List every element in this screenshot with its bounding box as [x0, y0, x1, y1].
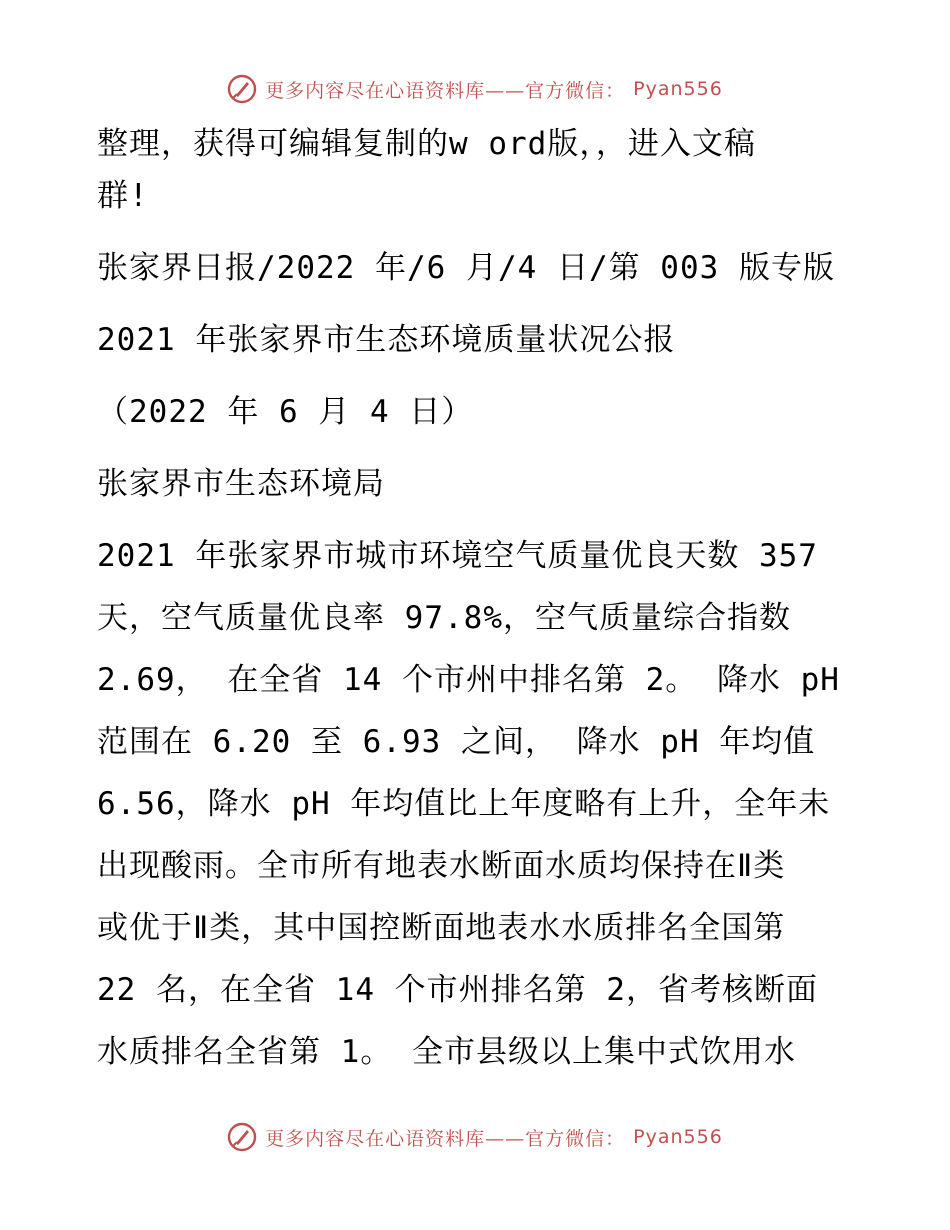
- text-line: 或优于Ⅱ类，其中国控断面地表水水质排名全国第: [97, 910, 786, 946]
- text-line: 2021 年张家界市生态环境质量状况公报: [97, 322, 676, 358]
- feather-pen-icon: [227, 1122, 257, 1152]
- text-line: 整理，获得可编辑复制的w ord版，，进入文稿: [97, 126, 756, 162]
- text-line: 出现酸雨。全市所有地表水断面水质均保持在Ⅱ类: [97, 848, 786, 884]
- text-line: 范围在 6.20 至 6.93 之间， 降水 pH 年均值: [97, 724, 816, 760]
- feather-pen-icon: [227, 74, 257, 104]
- text-line: 张家界日报/2022 年/6 月/4 日/第 003 版专版: [97, 250, 835, 286]
- watermark-wechat-id: Pyan556: [633, 1126, 723, 1148]
- watermark-wechat-id: Pyan556: [633, 78, 723, 100]
- watermark-banner-bottom: [0, 1122, 950, 1152]
- text-line: 天，空气质量优良率 97.8%，空气质量综合指数: [97, 600, 791, 636]
- text-line: （2022 年 6 月 4 日）: [97, 394, 474, 430]
- watermark-text: 更多内容尽在心语资料库——官方微信：: [265, 1127, 626, 1150]
- document-body: [97, 118, 857, 1078]
- text-line: 2.69， 在全省 14 个市州中排名第 2。 降水 pH: [97, 662, 840, 698]
- text-line: 22 名，在全省 14 个市州排名第 2，省考核断面: [97, 972, 818, 1008]
- text-line: 6.56，降水 pH 年均值比上年度略有上升，全年未: [97, 786, 831, 822]
- text-line: 群!: [97, 178, 149, 214]
- text-line: 张家界市生态环境局: [97, 466, 385, 502]
- text-line: 2021 年张家界市城市环境空气质量优良天数 357: [97, 538, 818, 574]
- text-line: 水质排名全省第 1。 全市县级以上集中式饮用水: [97, 1034, 796, 1070]
- watermark-text: 更多内容尽在心语资料库——官方微信：: [265, 79, 626, 102]
- watermark-banner-top: [0, 74, 950, 104]
